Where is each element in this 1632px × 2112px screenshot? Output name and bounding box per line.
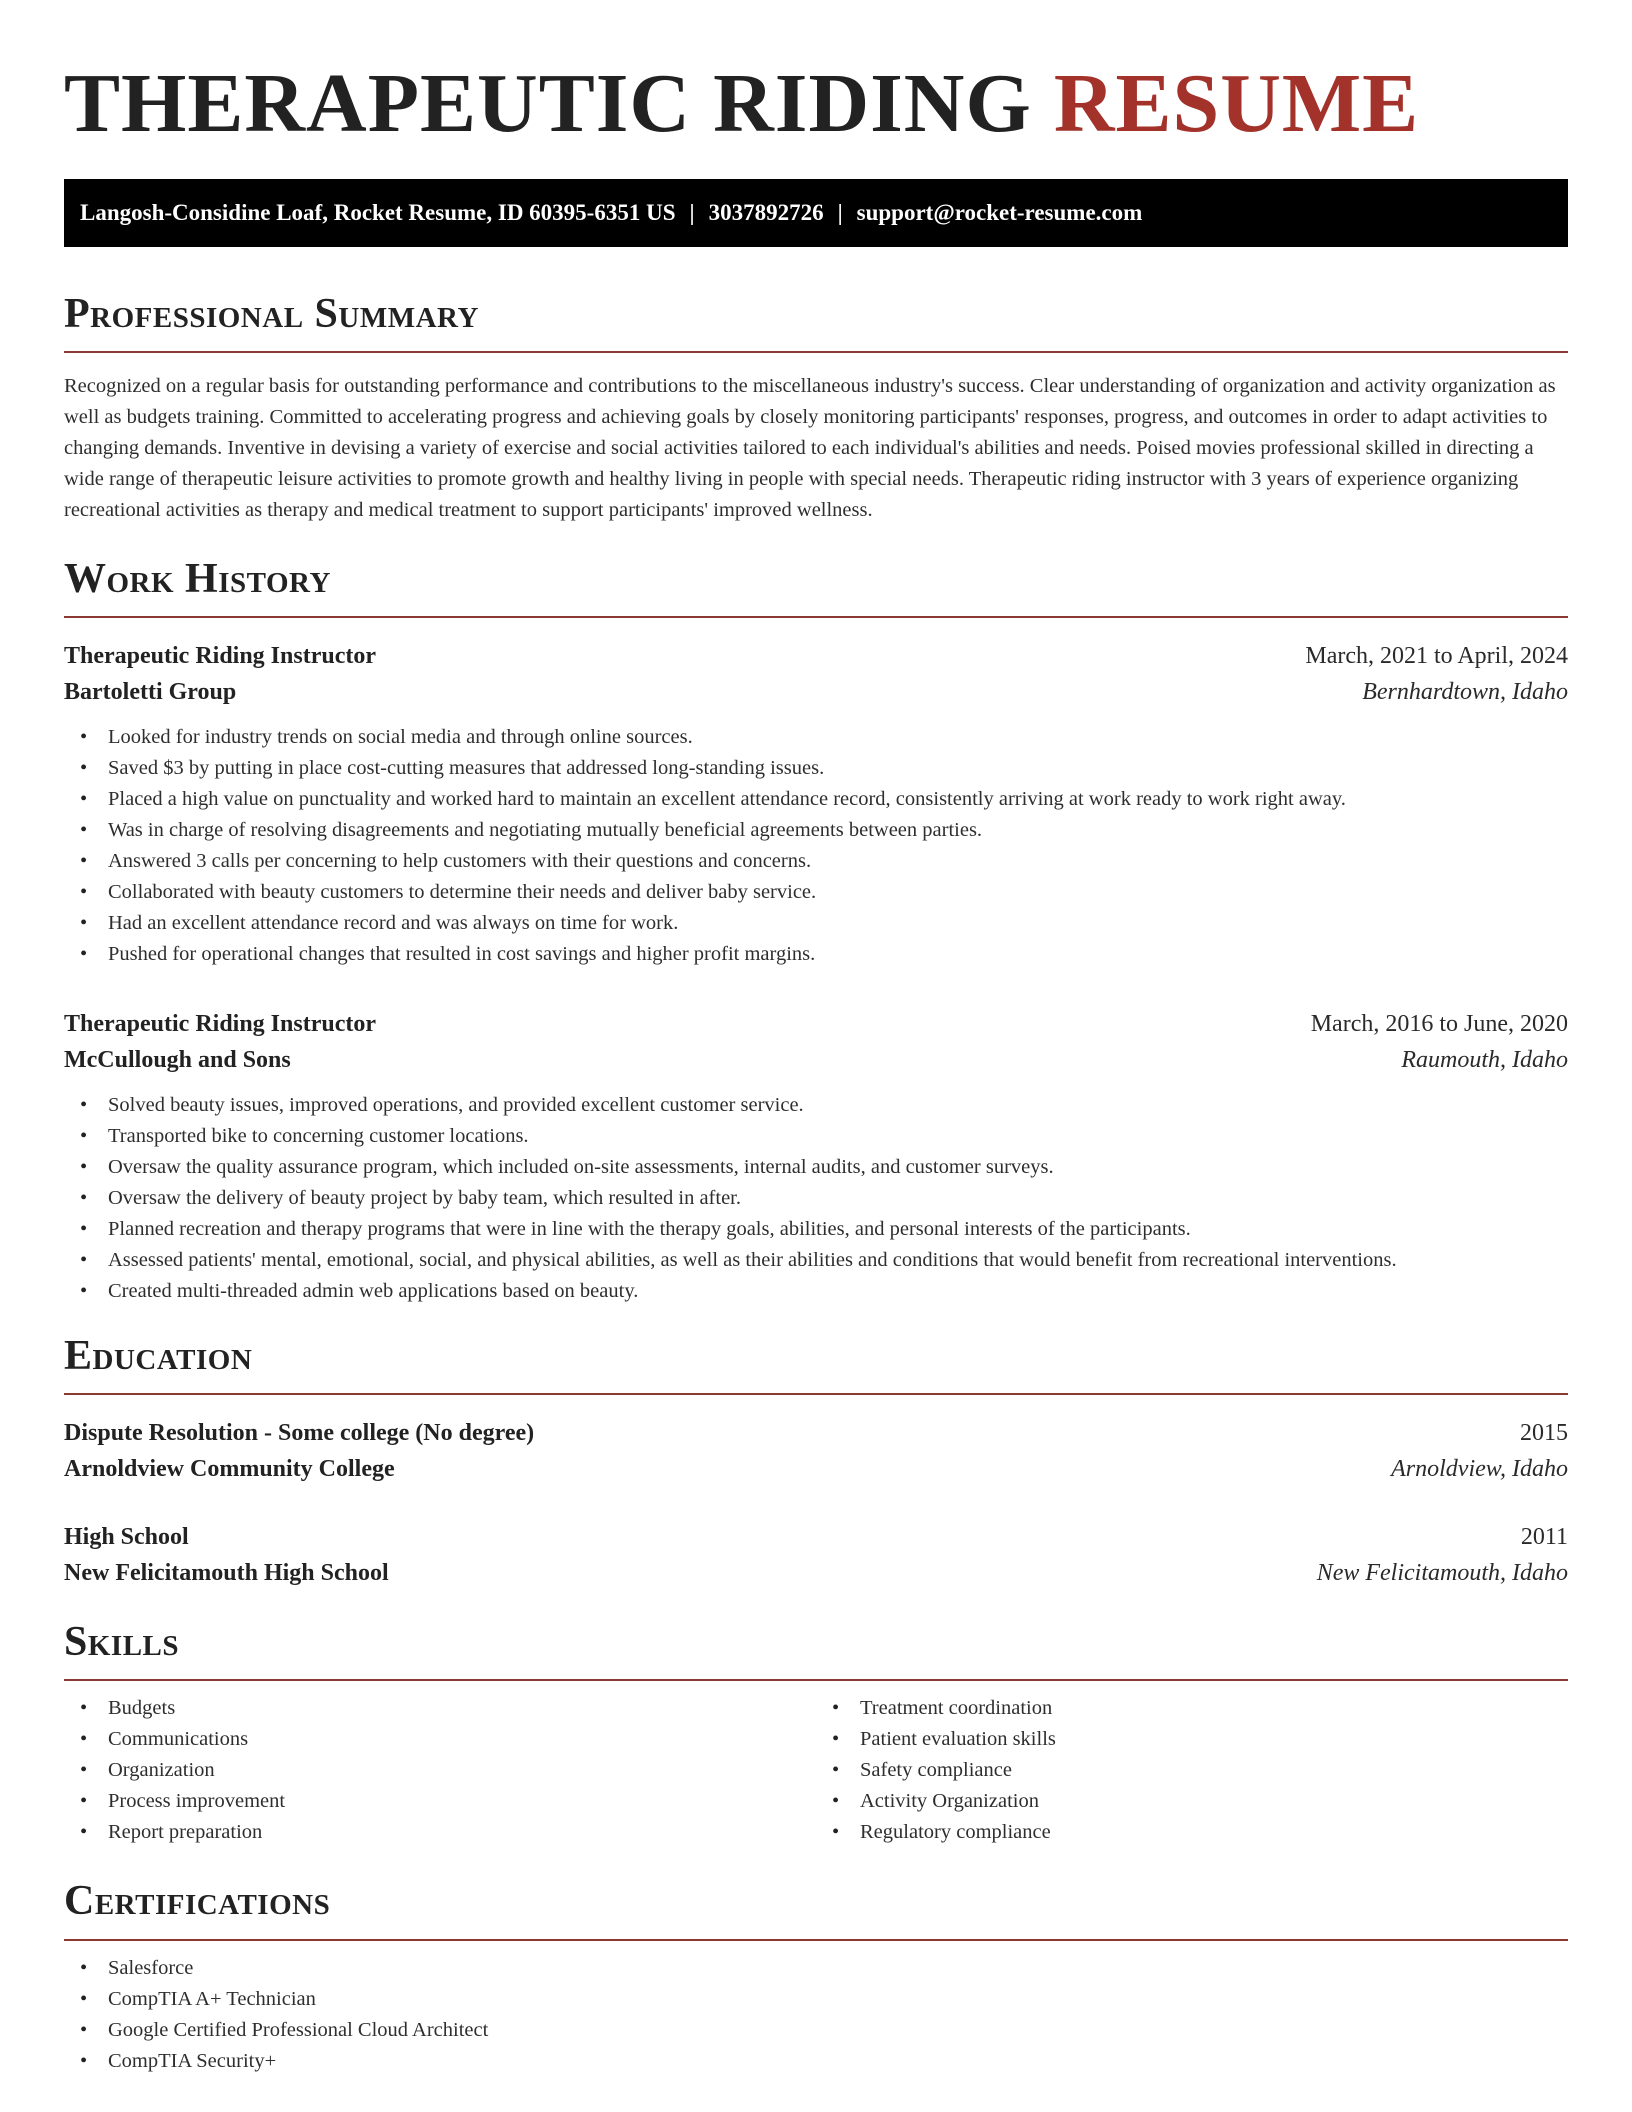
skill-item: • Communications [64,1724,816,1755]
certification-item: • Salesforce [64,1953,1568,1984]
summary-heading: Professional Summary [64,290,479,337]
job-entry [64,638,1568,970]
section-divider [64,351,1568,353]
summary-section [64,291,1568,526]
certifications-list [64,1953,1568,2077]
education-year: 2011 [1520,1524,1568,1551]
section-divider [64,1679,1568,1681]
education-year: 2015 [1520,1420,1568,1447]
job-bullet: • Assessed patients' mental, emotional, social, and physical abilities, as well as their abilities and conditions that would benefit from recreational interventions. [64,1245,1568,1276]
education-heading: Education [64,1332,253,1379]
skill-item: • Patient evaluation skills [816,1724,1568,1755]
job-location: Raumouth, Idaho [1401,1046,1568,1073]
job-bullet: • Oversaw the delivery of beauty project by baby team, which resulted in after. [64,1183,1568,1214]
job-bullet: • Oversaw the quality assurance program, which included on-site assessments, internal audits, and customer surveys. [64,1152,1568,1183]
work-history-section [64,556,1568,1307]
job-location: Bernhardtown, Idaho [1362,678,1568,705]
job-bullet: • Had an excellent attendance record and was always on time for work. [64,908,1568,939]
education-location: Arnoldview, Idaho [1391,1456,1568,1483]
job-dates: March, 2021 to April, 2024 [1305,642,1568,669]
skills-heading: Skills [64,1619,180,1666]
education-school: New Felicitamouth High School [64,1560,389,1587]
education-degree: Dispute Resolution - Some college (No degree) [64,1420,535,1447]
education-degree: High School [64,1524,189,1551]
resume-title [64,56,1568,153]
skill-item: • Activity Organization [816,1786,1568,1817]
contact-email: support@rocket-resume.com [856,199,1143,225]
job-company-row [64,1042,1568,1078]
contact-address: Langosh-Considine Loaf, Rocket Resume, ID 60395-6351 US [80,199,676,225]
job-bullet-list [64,722,1568,970]
education-degree-row [64,1519,1568,1555]
job-bullet: • Transported bike to concerning customer locations. [64,1121,1568,1152]
skill-item: • Process improvement [64,1786,816,1817]
summary-text: Recognized on a regular basis for outstanding performance and contributions to the miscellaneous industry's success. Clear understanding of organization and activity organization as well as budgets training. Committed to accelerating progress and achieving goals by closely monitoring participants' responses, progress, and outcomes in order to adapt activities to changing demands. Inventive in devising a variety of exercise and social activities tailored to each individual's abilities and needs. Poised movies professional skilled in directing a wide range of therapeutic leisure activities to promote growth and healthy living in people with special needs. Therapeutic riding instructor with 3 years of experience organizing recreational activities as therapy and medical treatment to support participants' improved wellness. [64,374,1556,521]
contact-separator: | [837,199,843,225]
education-school-row [64,1555,1568,1591]
job-bullet: • Planned recreation and therapy programs that were in line with the therapy goals, abilities, and personal interests of the participants. [64,1214,1568,1245]
job-entry [64,1006,1568,1307]
job-bullet: • Pushed for operational changes that resulted in cost savings and higher profit margins. [64,939,1568,970]
skills-list-left [64,1693,816,1848]
job-title: Therapeutic Riding Instructor [64,1010,376,1037]
job-header-row [64,1006,1568,1042]
section-divider [64,1939,1568,1941]
skills-grid [64,1693,1568,1848]
job-dates: March, 2016 to June, 2020 [1310,1010,1568,1037]
job-bullet-list [64,1090,1568,1307]
certifications-section [64,1878,1568,2076]
certification-item: • CompTIA Security+ [64,2046,1568,2077]
skill-item: • Organization [64,1755,816,1786]
job-company-row [64,674,1568,710]
title-main: THERAPEUTIC RIDING [64,57,1032,150]
skill-item: • Budgets [64,1693,816,1724]
education-entry [64,1415,1568,1487]
education-location: New Felicitamouth, Idaho [1316,1560,1568,1587]
skill-item: • Regulatory compliance [816,1817,1568,1848]
skills-section [64,1619,1568,1848]
certifications-heading: Certifications [64,1878,331,1925]
job-title: Therapeutic Riding Instructor [64,642,376,669]
job-bullet: • Looked for industry trends on social media and through online sources. [64,722,1568,753]
section-divider [64,616,1568,618]
job-company: Bartoletti Group [64,678,237,705]
education-school: Arnoldview Community College [64,1456,395,1483]
certification-item: • CompTIA A+ Technician [64,1984,1568,2015]
work-history-heading: Work History [64,555,331,602]
skill-item: • Report preparation [64,1817,816,1848]
contact-separator: | [689,199,695,225]
job-bullet: • Answered 3 calls per concerning to help customers with their questions and concerns. [64,846,1568,877]
section-divider [64,1393,1568,1395]
job-bullet: • Created multi-threaded admin web applications based on beauty. [64,1276,1568,1307]
skill-item: • Treatment coordination [816,1693,1568,1724]
job-bullet: • Solved beauty issues, improved operations, and provided excellent customer service. [64,1090,1568,1121]
skill-item: • Safety compliance [816,1755,1568,1786]
job-header-row [64,638,1568,674]
job-bullet: • Placed a high value on punctuality and worked hard to maintain an excellent attendance record, consistently arriving at work ready to work right away. [64,784,1568,815]
title-accent: RESUME [1053,57,1420,150]
education-school-row [64,1451,1568,1487]
job-bullet: • Collaborated with beauty customers to determine their needs and deliver baby service. [64,877,1568,908]
education-section [64,1333,1568,1591]
certification-item: • Google Certified Professional Cloud Architect [64,2015,1568,2046]
job-bullet: • Saved $3 by putting in place cost-cutting measures that addressed long-standing issues. [64,753,1568,784]
education-entry [64,1519,1568,1591]
education-degree-row [64,1415,1568,1451]
job-bullet: • Was in charge of resolving disagreements and negotiating mutually beneficial agreements between parties. [64,815,1568,846]
skills-list-right [816,1693,1568,1848]
contact-bar [64,179,1568,247]
job-company: McCullough and Sons [64,1046,291,1073]
contact-phone: 3037892726 [708,199,824,225]
